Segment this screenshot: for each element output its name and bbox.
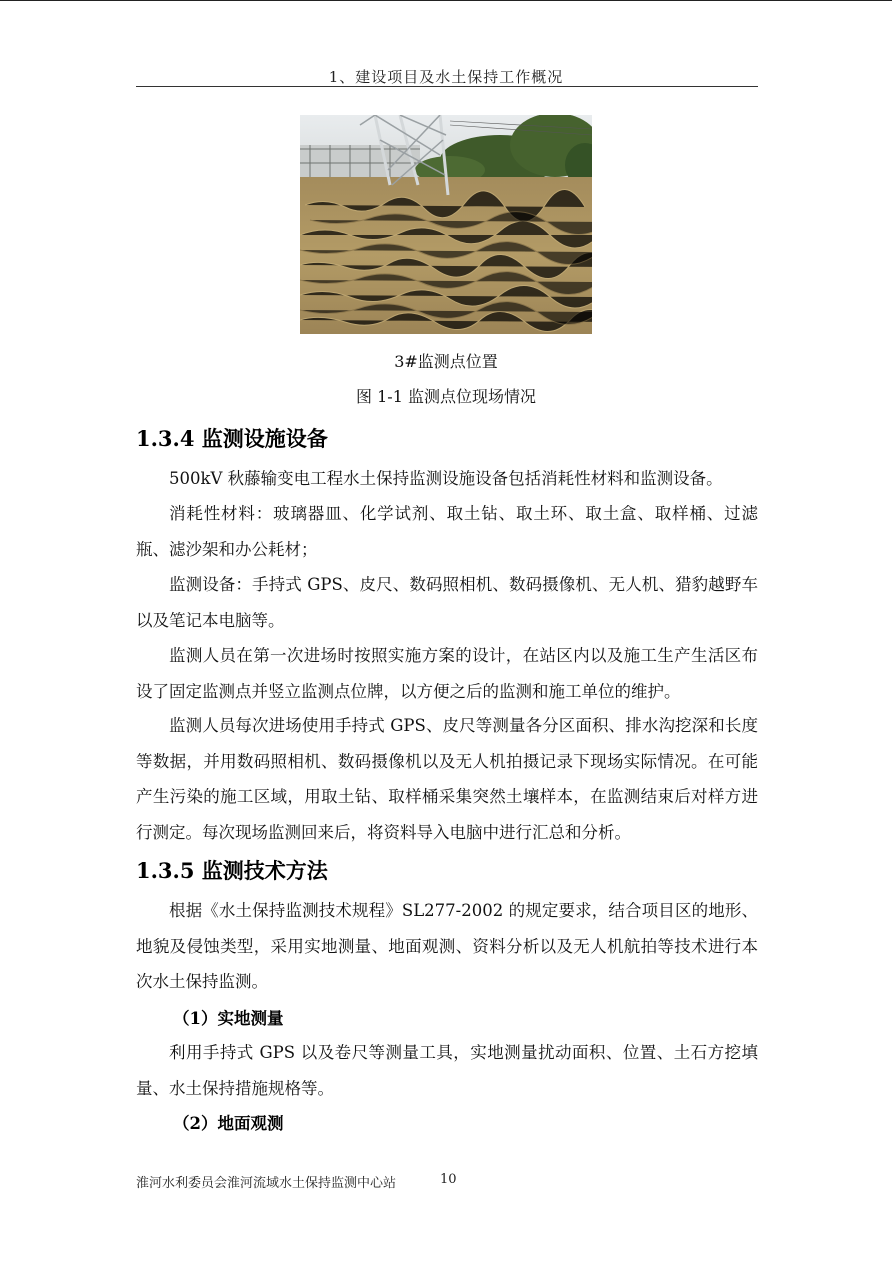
header-rule bbox=[136, 86, 758, 87]
monitoring-site-photo bbox=[300, 115, 592, 334]
paragraph: 监测设备：手持式 GPS、皮尺、数码照相机、数码摄像机、无人机、猎豹越野车以及笔记本电脑等。 bbox=[136, 575, 758, 630]
paragraph: 500kV 秋藤输变电工程水土保持监测设施设备包括消耗性材料和监测设备。 bbox=[169, 469, 723, 488]
figure-caption: 图 1-1 监测点位现场情况 bbox=[356, 387, 536, 406]
paragraph: 根据《水土保持监测技术规程》SL277-2002 的规定要求，结合项目区的地形、地貌及侵蚀类型，采用实地测量、地面观测、资料分析以及无人机航拍等技术进行本次水土保持监测。 bbox=[136, 901, 758, 991]
section-heading-1-3-4: 1.3.4 监测设施设备 bbox=[136, 426, 328, 451]
paragraph: 监测人员在第一次进场时按照实施方案的设计，在站区内以及施工生产生活区布设了固定监测点并竖立监测点位牌，以方便之后的监测和施工单位的维护。 bbox=[136, 646, 758, 701]
sub-heading-ground-observation: （2）地面观测 bbox=[173, 1114, 284, 1133]
section-heading-1-3-5: 1.3.5 监测技术方法 bbox=[136, 858, 328, 883]
running-header: 1、建设项目及水土保持工作概况 bbox=[328, 68, 564, 86]
paragraph: 消耗性材料：玻璃器皿、化学试剂、取土钻、取土环、取土盒、取样桶、过滤瓶、滤沙架和办公耗材； bbox=[136, 504, 758, 559]
sub-heading-field-measurement: （1）实地测量 bbox=[173, 1009, 284, 1028]
photo-label: 3#监测点位置 bbox=[394, 352, 498, 371]
page-number: 10 bbox=[440, 1172, 457, 1187]
paragraph: 监测人员每次进场使用手持式 GPS、皮尺等测量各分区面积、排水沟挖深和长度等数据，并用数码照相机、数码摄像机以及无人机拍摄记录下现场实际情况。在可能产生污染的施工区域，用取土钻、取样桶采集突然土壤样本，在监测结束后对样方进行测定。每次现场监测回来后，将资料导入电脑中进行汇总和分析。 bbox=[136, 716, 758, 842]
footer-organization: 淮河水利委员会淮河流域水土保持监测中心站 bbox=[136, 1176, 397, 1191]
paragraph: 利用手持式 GPS 以及卷尺等测量工具，实地测量扰动面积、位置、土石方挖填量、水土保持措施规格等。 bbox=[136, 1043, 758, 1098]
page-top-border bbox=[0, 0, 892, 1]
